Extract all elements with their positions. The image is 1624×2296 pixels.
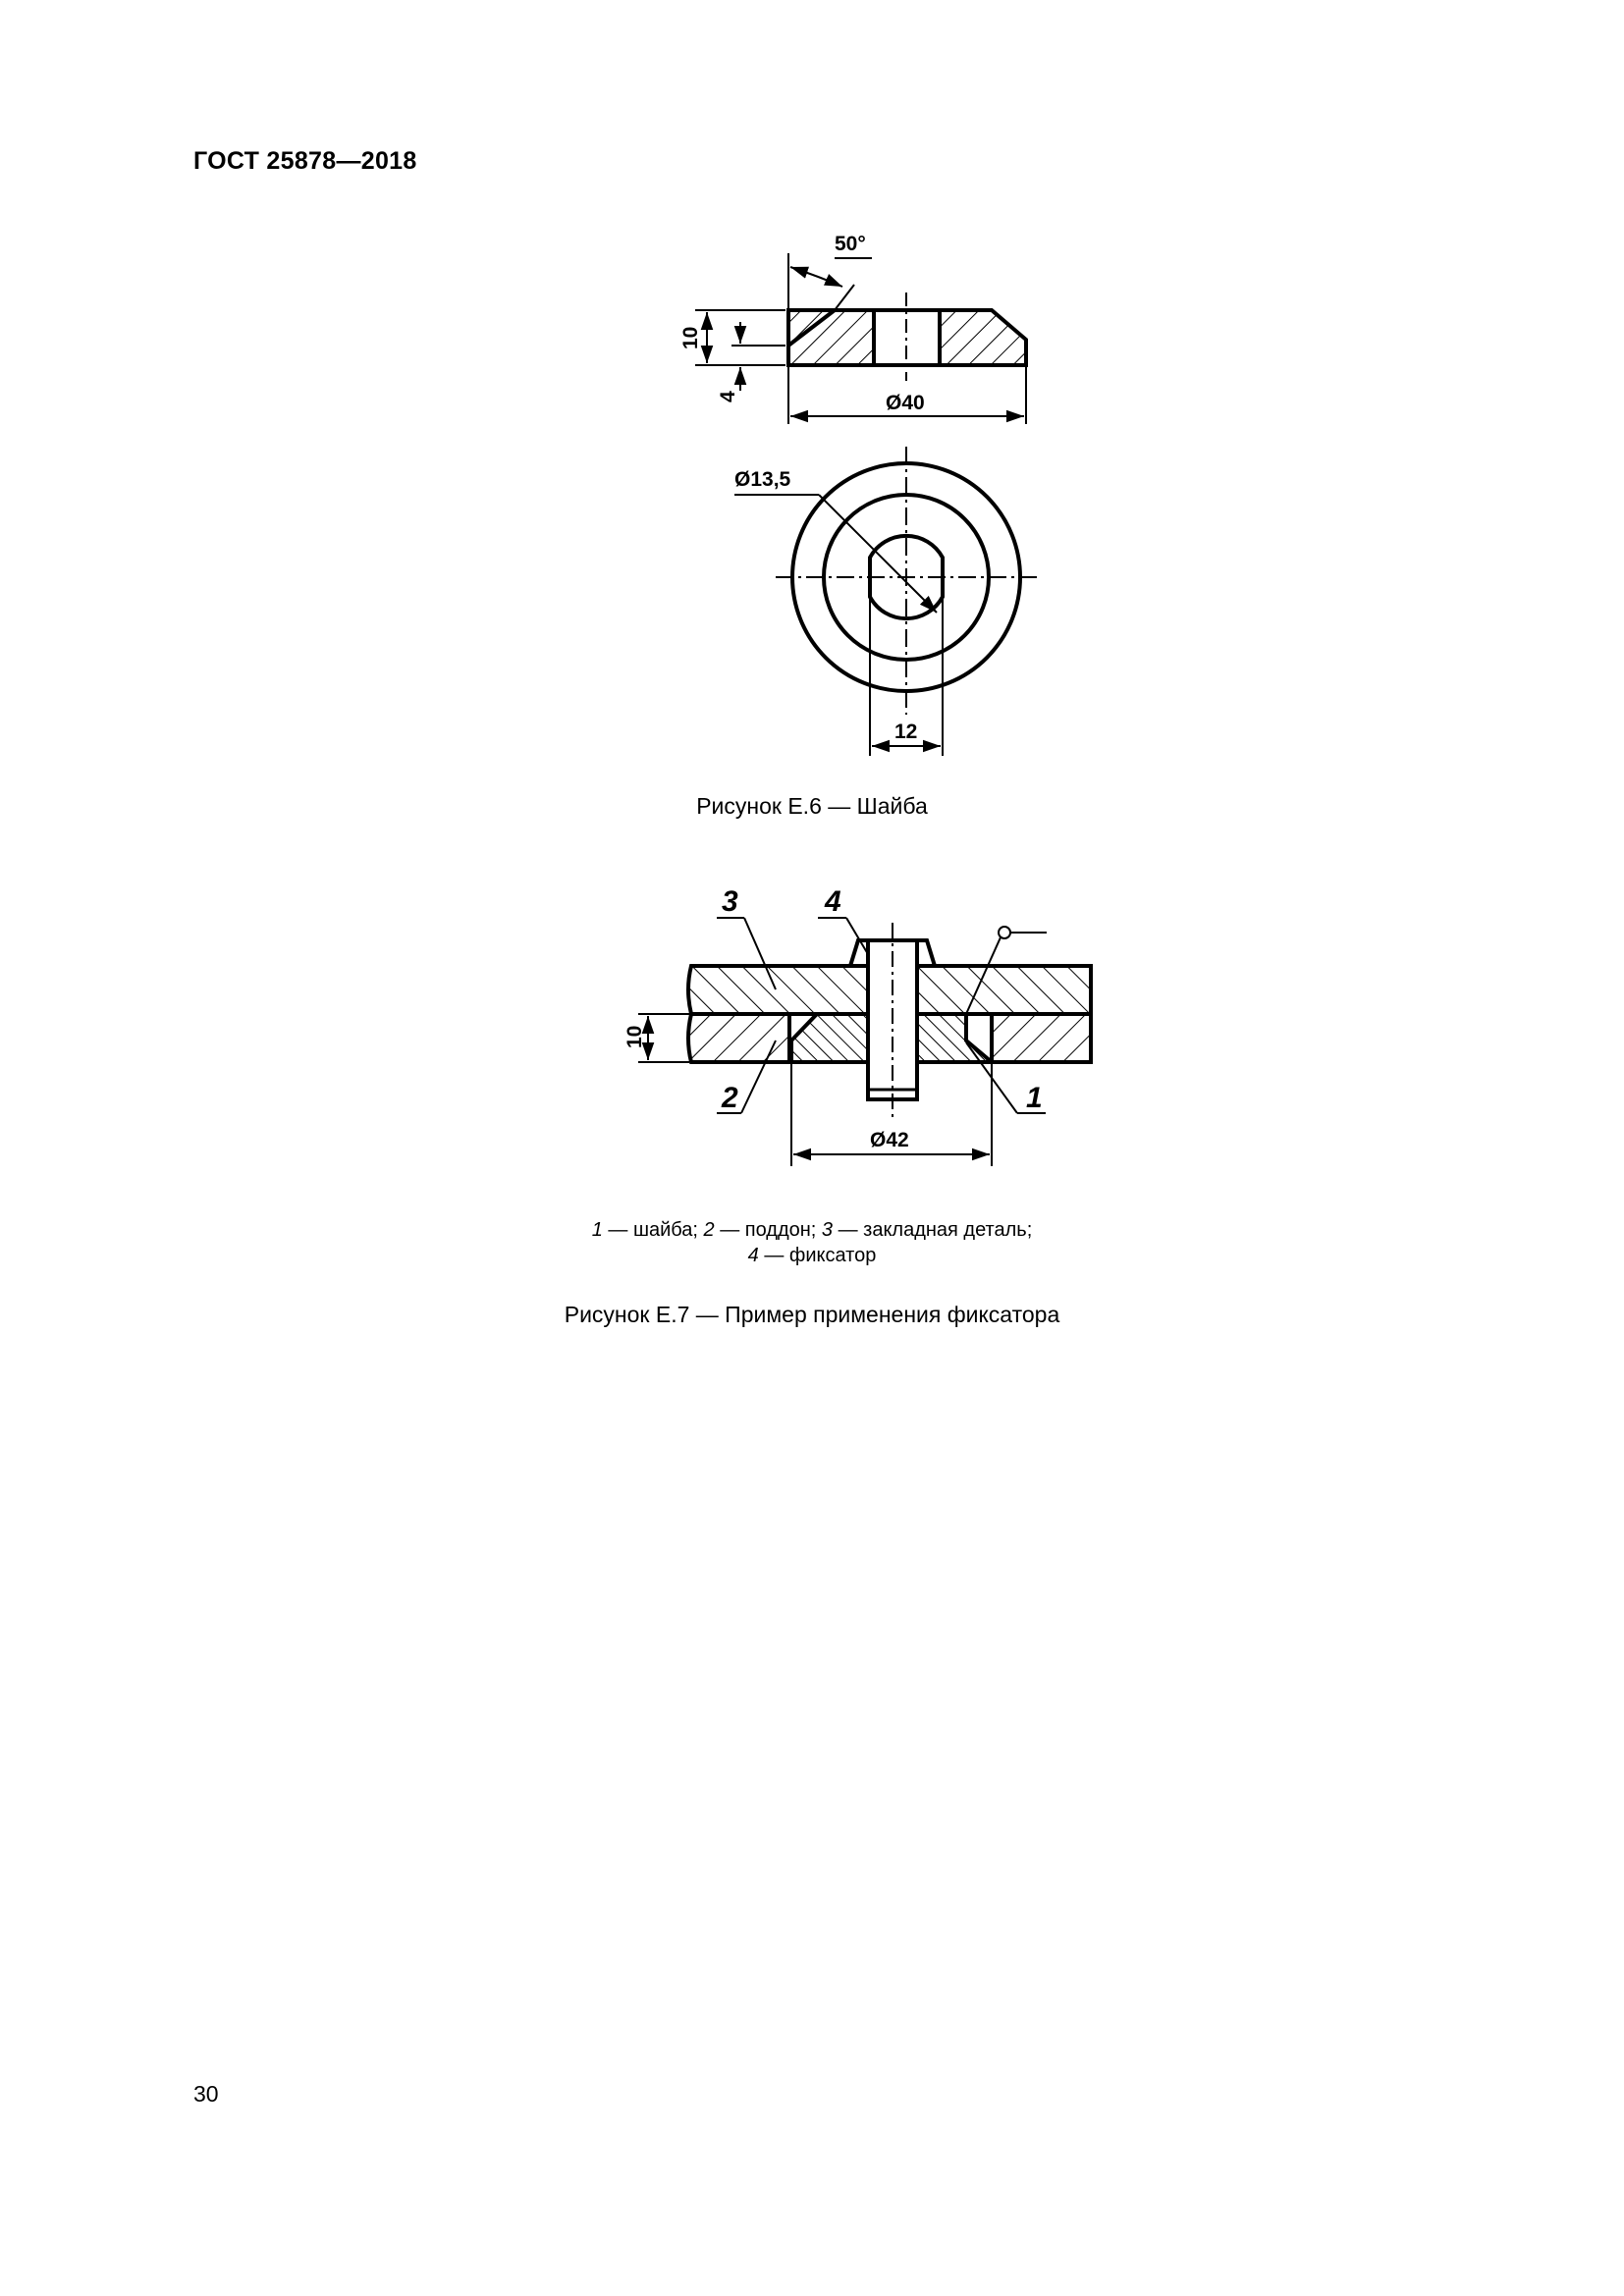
dim-chamfer: 4 xyxy=(717,391,739,402)
legend-num-4: 4 xyxy=(747,1245,759,1266)
legend-num-2: 2 xyxy=(703,1219,715,1241)
label-3: 3 xyxy=(722,885,738,918)
document-header: ГОСТ 25878—2018 xyxy=(193,147,417,175)
legend-line-1 xyxy=(0,1217,1624,1243)
dim-height: 10 xyxy=(679,326,702,349)
dim-outer-diameter: Ø40 xyxy=(886,392,925,414)
dim-e7-diameter: Ø42 xyxy=(870,1129,909,1151)
figure-e6-drawing xyxy=(0,0,1624,785)
figure-e6-caption: Рисунок Е.6 — Шайба xyxy=(696,793,928,819)
figure-e7-legend xyxy=(0,1217,1624,1268)
legend-line-2 xyxy=(0,1243,1624,1268)
legend-text-1: — шайба; xyxy=(602,1219,704,1241)
legend-text-2: — поддон; xyxy=(714,1219,822,1241)
label-4: 4 xyxy=(825,885,841,918)
fixator-assembly xyxy=(623,885,1091,1166)
label-2: 2 xyxy=(722,1082,738,1114)
legend-text-3: — закладная деталь; xyxy=(833,1219,1033,1241)
legend-num-1: 1 xyxy=(591,1219,603,1241)
dim-flat-width: 12 xyxy=(894,721,918,743)
dim-angle: 50° xyxy=(835,233,866,255)
legend-num-3: 3 xyxy=(821,1219,834,1241)
legend-text-4: — фиксатор xyxy=(758,1245,877,1266)
label-1: 1 xyxy=(1026,1082,1043,1114)
dim-e7-height: 10 xyxy=(623,1025,646,1048)
figure-e7-caption: Рисунок Е.7 — Пример применения фиксатора xyxy=(564,1302,1060,1327)
washer-top-view xyxy=(734,447,1039,756)
figure-e7-drawing xyxy=(0,864,1624,1188)
page-number: 30 xyxy=(193,2081,219,2107)
dim-hole-diameter: Ø13,5 xyxy=(734,468,791,491)
washer-section-view xyxy=(679,233,1026,424)
